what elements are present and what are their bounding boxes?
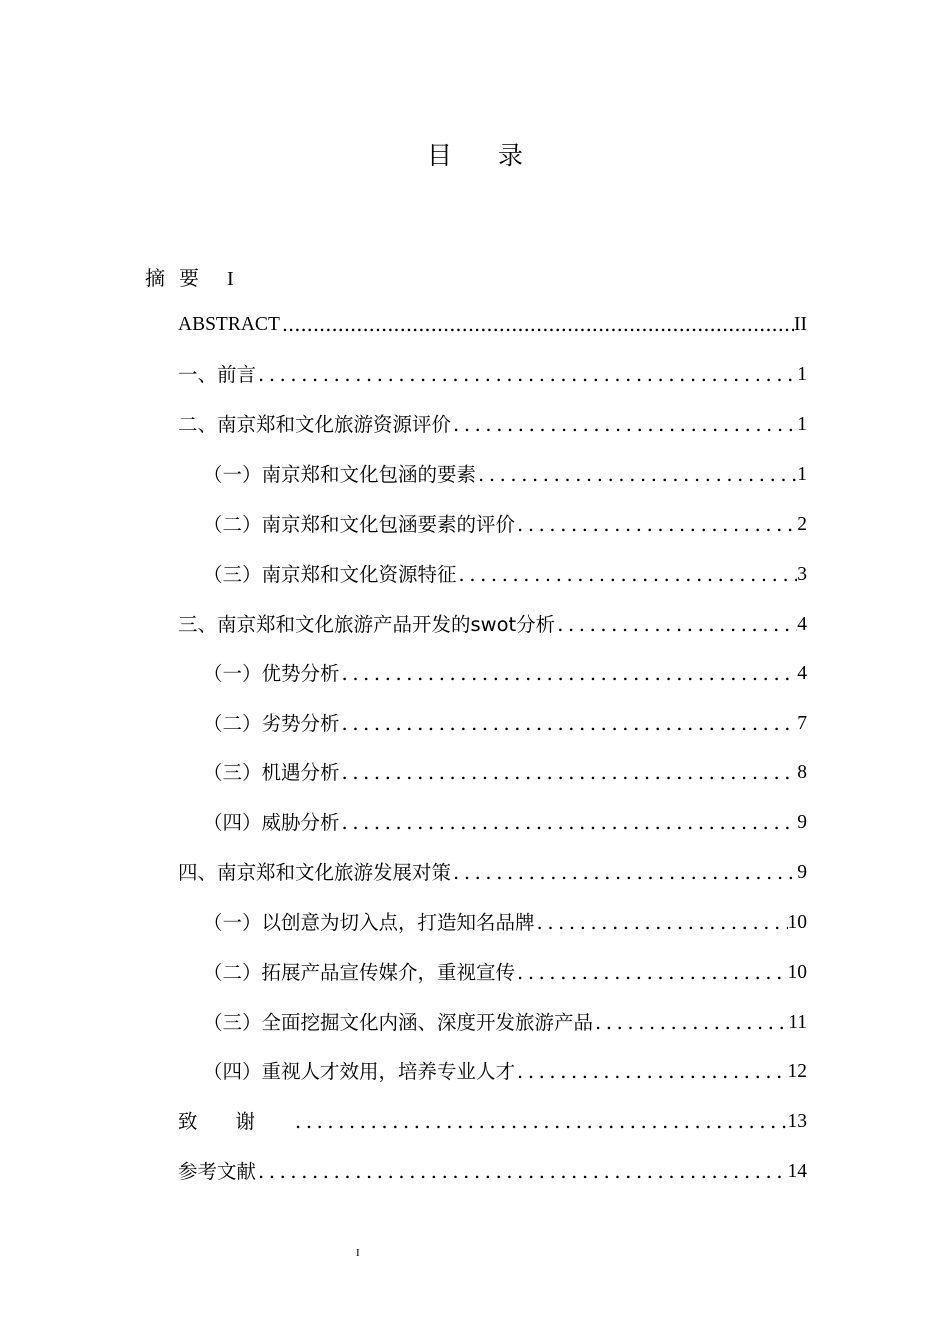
toc-leader-dots — [535, 908, 788, 938]
toc-entry-label: 参考文献 — [178, 1160, 257, 1183]
toc-entry-label: ABSTRACT — [178, 314, 280, 335]
toc-entry[interactable] — [203, 1057, 807, 1087]
toc-leader-dots — [476, 460, 797, 490]
toc-leader-dots — [280, 310, 794, 340]
toc-entry-page: 1 — [797, 364, 807, 385]
toc-leader-dots — [451, 410, 797, 440]
toc-entry-label: 一、前言 — [178, 363, 257, 386]
toc-entry-page: 1 — [797, 464, 807, 485]
toc-entry-label: 致谢 — [178, 1110, 294, 1133]
toc-entry-label: （二）劣势分析 — [203, 712, 340, 735]
toc-entry-label: 摘要 — [145, 266, 213, 290]
toc-entry-page: 10 — [787, 962, 807, 983]
page-footer-number: I — [356, 1247, 360, 1259]
toc-entry[interactable] — [203, 1008, 807, 1038]
toc-entry[interactable] — [178, 310, 807, 340]
toc-entry-page: 3 — [797, 564, 807, 585]
toc-entry-page: 8 — [797, 762, 807, 783]
toc-leader-dots — [593, 1008, 788, 1038]
toc-entry-page: 4 — [797, 614, 807, 635]
toc-leader-dots — [515, 510, 797, 540]
toc-entry-page: 14 — [787, 1161, 807, 1182]
toc-leader-dots — [515, 958, 787, 988]
toc-leader-dots — [340, 659, 798, 689]
toc-entry-page: 9 — [797, 862, 807, 883]
toc-entry-label: 四、南京郑和文化旅游发展对策 — [178, 861, 452, 884]
toc-entry-page: II — [794, 314, 807, 335]
toc-entry[interactable] — [178, 360, 807, 390]
toc-entry[interactable] — [178, 610, 807, 640]
toc-entry[interactable] — [203, 460, 807, 490]
toc-leader-dots — [293, 1107, 787, 1137]
toc-leader-dots — [340, 758, 798, 788]
toc-leader-dots — [457, 560, 798, 590]
toc-leader-dots — [340, 808, 798, 838]
toc-entry-abstract-cn[interactable] — [145, 262, 234, 291]
toc-leader-dots — [340, 709, 798, 739]
toc-entry[interactable] — [203, 709, 807, 739]
toc-entry[interactable] — [203, 560, 807, 590]
toc-entry-page: 1 — [797, 414, 807, 435]
toc-entry-label: （一）优势分析 — [203, 662, 340, 685]
toc-entry[interactable] — [178, 1157, 807, 1187]
toc-entry-label: （三）南京郑和文化资源特征 — [203, 563, 457, 586]
toc-leader-dots — [451, 858, 797, 888]
toc-entry[interactable] — [178, 410, 807, 440]
toc-entry[interactable] — [178, 858, 807, 888]
toc-entry[interactable] — [203, 659, 807, 689]
toc-entry-label: （四）威胁分析 — [203, 811, 340, 834]
toc-entry-label: （一）南京郑和文化包涵的要素 — [203, 463, 477, 486]
toc-entry-page: I — [227, 268, 234, 290]
toc-entry[interactable] — [178, 1107, 807, 1137]
toc-entry-label: （二）南京郑和文化包涵要素的评价 — [203, 513, 516, 536]
toc-entry[interactable] — [203, 808, 807, 838]
toc-leader-dots — [515, 1057, 787, 1087]
toc-entry-label: 三、南京郑和文化旅游产品开发的swot分析 — [178, 613, 556, 636]
toc-entry-page: 4 — [797, 663, 807, 684]
toc-leader-dots — [256, 1157, 787, 1187]
toc-entry-page: 7 — [797, 713, 807, 734]
toc-leader-dots — [256, 360, 797, 390]
toc-entry-page: 11 — [788, 1012, 807, 1033]
page-title: 目录 — [426, 141, 569, 170]
toc-entry-page: 2 — [797, 514, 807, 535]
toc-entry-page: 10 — [787, 912, 807, 933]
toc-entry-label: （四）重视人才效用，培养专业人才 — [203, 1060, 516, 1083]
toc-entry[interactable] — [203, 510, 807, 540]
toc-entry[interactable] — [203, 958, 807, 988]
toc-entry-label: （三）全面挖掘文化内涵、深度开发旅游产品 — [203, 1011, 594, 1034]
toc-entry-label: 二、南京郑和文化旅游资源评价 — [178, 413, 452, 436]
toc-leader-dots — [555, 610, 797, 640]
toc-entry-page: 12 — [787, 1061, 807, 1082]
toc-entry-label: （三）机遇分析 — [203, 761, 340, 784]
toc-entry-label: （二）拓展产品宣传媒介，重视宣传 — [203, 961, 516, 984]
toc-entry-page: 13 — [787, 1111, 807, 1132]
toc-entry-page: 9 — [797, 812, 807, 833]
toc-entry[interactable] — [203, 908, 807, 938]
toc-entry[interactable] — [203, 758, 807, 788]
toc-entry-label: （一）以创意为切入点，打造知名品牌 — [203, 911, 535, 934]
